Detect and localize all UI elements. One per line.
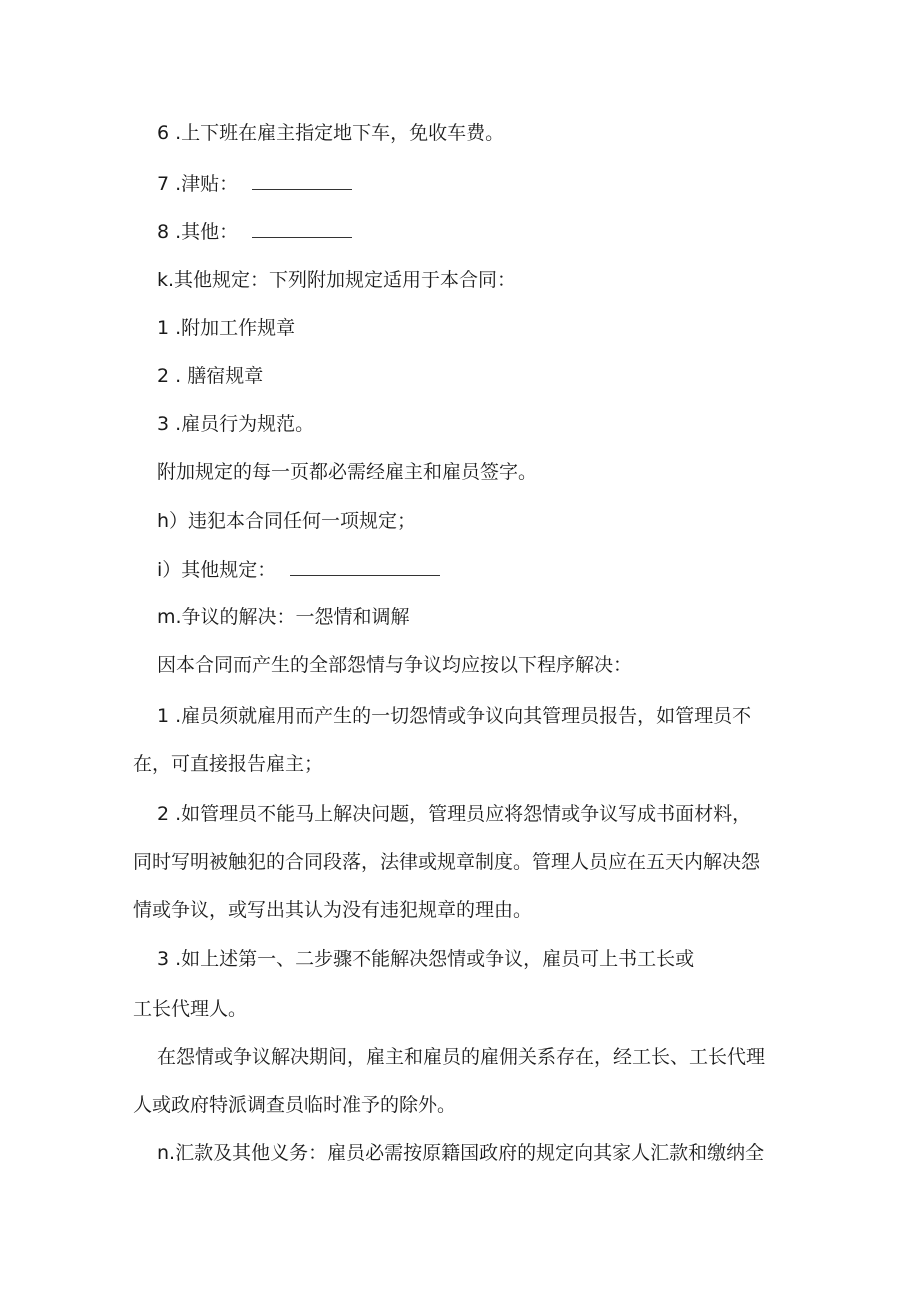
text-line	[157, 557, 440, 582]
text-line: n.汇款及其他义务：雇员必需按原籍国政府的规定向其家人汇款和缴纳全	[157, 1142, 765, 1164]
text-line: 1 .附加工作规章	[157, 317, 296, 339]
text-line: 在，可直接报告雇主；	[133, 753, 324, 775]
text-line: 因本合同而产生的全部怨情与争议均应按以下程序解决：	[157, 654, 633, 676]
line-text: 8 .其他：	[157, 221, 239, 243]
text-line: 6 .上下班在雇主指定地下车，免收车费。	[157, 122, 505, 144]
text-line: 工长代理人。	[133, 998, 248, 1020]
line-text: 7 .津贴：	[157, 173, 239, 195]
text-line: 在怨情或争议解决期间，雇主和雇员的雇佣关系存在，经工长、工长代理	[157, 1046, 766, 1068]
text-line: 2 .如管理员不能马上解决问题，管理员应将怨情或争议写成书面材料，	[157, 803, 752, 825]
blank-underline	[252, 171, 352, 190]
blank-underline	[252, 219, 352, 238]
text-line: h）违犯本合同任何一项规定；	[157, 510, 417, 532]
text-line: m.争议的解决：一怨情和调解	[157, 606, 410, 628]
text-line: k.其他规定：下列附加规定适用于本合同：	[157, 269, 517, 291]
text-line: 2 . 膳宿规章	[157, 365, 264, 387]
blank-underline	[290, 557, 440, 576]
text-line: 情或争议，或写出其认为没有违犯规章的理由。	[133, 899, 533, 921]
text-line: 3 .如上述第一、二步骤不能解决怨情或争议，雇员可上书工长或	[157, 948, 695, 970]
text-line: 3 .雇员行为规范。	[157, 413, 315, 435]
line-text: i）其他规定：	[157, 559, 277, 581]
text-line	[157, 219, 352, 244]
text-line: 人或政府特派调查员临时准予的除外。	[133, 1094, 457, 1116]
text-line: 1 .雇员须就雇用而产生的一切怨情或争议向其管理员报告，如管理员不	[157, 705, 752, 727]
text-line	[157, 171, 352, 196]
text-line: 同时写明被触犯的合同段落，法律或规章制度。管理人员应在五天内解决怨	[133, 851, 761, 873]
text-line: 附加规定的每一页都必需经雇主和雇员签字。	[157, 461, 538, 483]
